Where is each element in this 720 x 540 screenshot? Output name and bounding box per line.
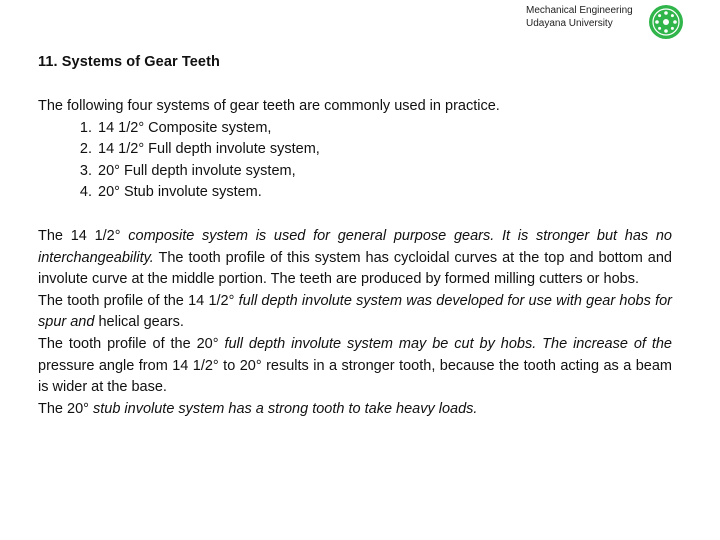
paragraph-composite: The 14 1/2° composite system is used for general purpose gears. It is stronger but has no interchangeability. The tooth profile of this system has cycloidal curves at the top and bottom and involute curve at the middle portion. The teeth are produced by formed milling cutters or hobs. xyxy=(38,228,672,288)
list-item: 3. 20° Full depth involute system, xyxy=(96,161,678,183)
body-text xyxy=(38,226,672,420)
header xyxy=(526,4,633,30)
list-item: 1. 14 1/2° Composite system, xyxy=(96,118,678,140)
paragraph-full-depth-20: The tooth profile of the 20° full depth involute system may be cut by hobs. The increase of the pressure angle from 14 1/2° to 20° results in a stronger tooth, because the tooth acting as a beam is wider at the base. xyxy=(38,335,672,396)
university-logo-icon xyxy=(648,4,684,40)
list-item: 4. 20° Stub involute system. xyxy=(96,182,678,204)
header-department: Mechanical Engineering xyxy=(526,5,633,16)
paragraph-full-depth-14: The tooth profile of the 14 1/2° full depth involute system was developed for use with gear hobs for spur and helical gears. xyxy=(38,292,673,331)
header-university: Udayana University xyxy=(526,18,613,29)
gear-systems-list xyxy=(38,118,678,204)
intro-sentence: The following four systems of gear teeth are commonly used in practice. xyxy=(38,98,500,114)
paragraph-stub: The 20° stub involute system has a strong tooth to take heavy loads. xyxy=(38,400,478,417)
section-title: 11. Systems of Gear Teeth xyxy=(38,54,220,70)
intro-section xyxy=(38,96,678,204)
list-item: 2. 14 1/2° Full depth involute system, xyxy=(96,139,678,161)
